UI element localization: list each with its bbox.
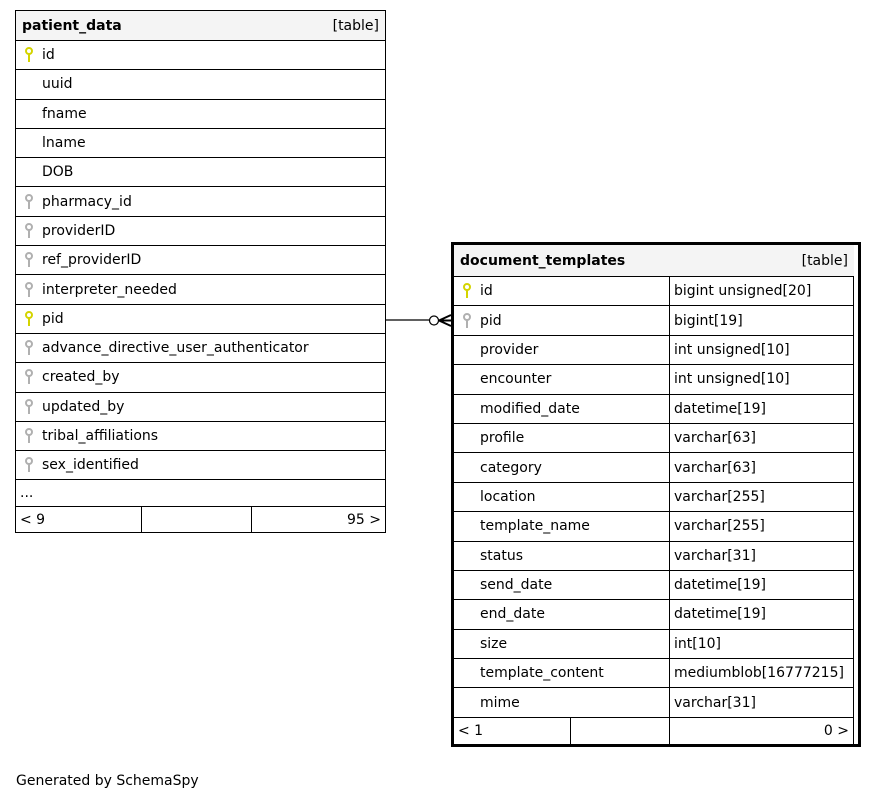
column-type: varchar[255]: [674, 488, 765, 505]
column-type: varchar[255]: [674, 518, 765, 535]
column-type: bigint[19]: [674, 312, 743, 329]
column-name: end_date: [480, 606, 545, 623]
column-type: varchar[63]: [674, 459, 756, 476]
parents-count[interactable]: < 1: [454, 718, 571, 744]
column-name: send_date: [480, 577, 553, 594]
column-name: lname: [42, 135, 86, 152]
column-name: mime: [480, 694, 520, 711]
column-type: int unsigned[10]: [674, 341, 790, 358]
column-type: varchar[63]: [674, 430, 756, 447]
column-name: interpreter_needed: [42, 281, 177, 298]
column-type: datetime[19]: [674, 606, 766, 623]
children-count[interactable]: 0 >: [670, 718, 854, 744]
more-columns: ...: [16, 480, 385, 507]
zero-cardinality-icon: [430, 316, 439, 325]
column-name: template_name: [480, 518, 590, 535]
column-name: size: [480, 635, 508, 652]
children-count[interactable]: 95 >: [347, 511, 381, 528]
column-type: int unsigned[10]: [674, 371, 790, 388]
column-name: uuid: [42, 76, 73, 93]
column-name: id: [42, 47, 55, 64]
table-type-label: [table]: [332, 17, 379, 34]
column-name: pid: [480, 312, 502, 329]
table-name: patient_data: [22, 17, 122, 34]
column-type: varchar[31]: [674, 547, 756, 564]
column-name: location: [480, 488, 536, 505]
column-name: tribal_affiliations: [42, 428, 159, 444]
column-name: status: [480, 547, 524, 564]
column-type: mediumblob[16777215]: [674, 665, 844, 682]
column-name: template_content: [480, 665, 604, 682]
column-type: varchar[31]: [674, 694, 756, 711]
column-type: int[10]: [674, 635, 721, 652]
column-type: datetime[19]: [674, 577, 766, 594]
table-name: document_templates: [460, 252, 626, 269]
column-name: encounter: [480, 371, 552, 388]
crows-foot-icon: [439, 315, 451, 326]
column-name: modified_date: [480, 400, 580, 417]
column-type: bigint unsigned[20]: [674, 283, 812, 300]
column-name: profile: [480, 430, 525, 447]
column-name: provider: [480, 341, 539, 358]
column-name: sex_identified: [42, 457, 139, 474]
column-name: DOB: [42, 164, 74, 181]
column-name: id: [480, 283, 493, 300]
parents-count[interactable]: < 9: [16, 507, 142, 532]
column-type: datetime[19]: [674, 400, 766, 417]
column-name: category: [480, 459, 542, 476]
column-name: pharmacy_id: [42, 193, 132, 210]
column-name: fname: [42, 105, 87, 122]
column-name: ref_providerID: [42, 252, 142, 269]
generated-by-label: Generated by SchemaSpy: [16, 773, 199, 789]
column-name: created_by: [42, 369, 120, 386]
column-name: providerID: [42, 222, 116, 239]
table-type-label: [table]: [801, 252, 848, 269]
column-name: advance_directive_user_authenticator: [42, 340, 309, 357]
column-name: pid: [42, 310, 64, 327]
column-name: updated_by: [42, 398, 125, 415]
